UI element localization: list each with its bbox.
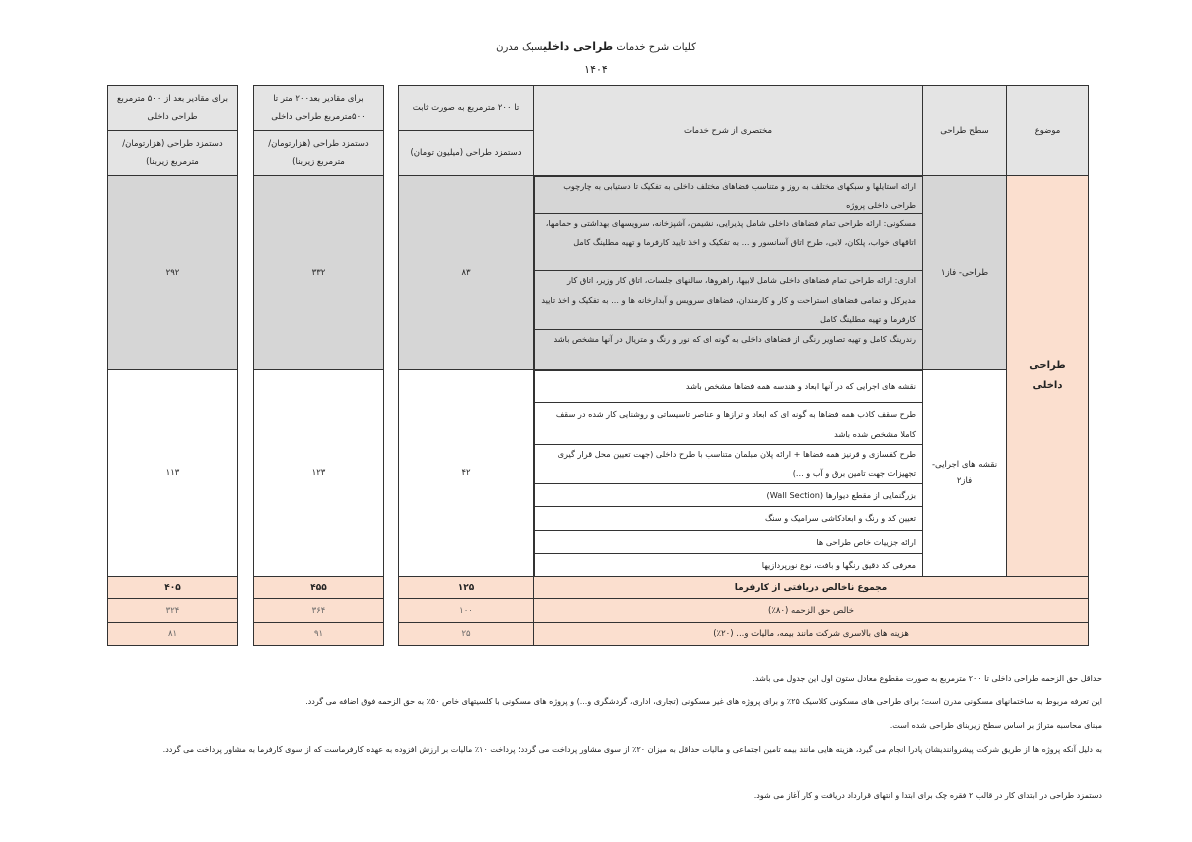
grid-line: [533, 85, 534, 646]
phase1-item: مسکونی: ارائه طراحی تمام فضاهای داخلی شامل پذیرایی، نشیمن، آشپزخانه، سرویسهای بهداشتی و حمامها، اتاقهای خواب، پلکان، لابی، طرح اتاق آسانسور و ... به تفکیک و اخذ تایید کارفرما و تهیه مطلینگ کامل: [534, 213, 923, 271]
grid-line: [253, 369, 384, 370]
phase2-item: معرفی کد دقیق رنگها و بافت، نوع نورپردازیها: [534, 553, 923, 577]
phase2-fee-col3: ۱۱۳: [165, 468, 180, 478]
total-overhead-col1: ۲۵: [399, 623, 533, 645]
total-overhead-label: هزینه های بالاسری شرکت مانند بیمه، مالیات و... (۲۰٪): [534, 623, 1088, 645]
header-col1-bottom: دستمزد طراحی (میلیون تومان): [399, 131, 533, 175]
phase1-item: اداری: ارائه طراحی تمام فضاهای داخلی شامل لابیها، راهروها، سالنهای جلسات، اتاق کار وزیر، اتاق کار مدیرکل و تمامی فضاهای استراحت و کار و کارمندان، فضاهای سرویس و آبدارخانه ها و ... به تفکیک و اخذ تایید کارفرما و تهیه مطلینگ کامل: [534, 270, 923, 330]
phase2-item: طرح سقف کاذب همه فضاها به گونه ای که ابعاد و ترازها و عناصر تاسیساتی و روشنایی کار شده در سقف کاملا مشخص شده باشد: [534, 402, 923, 445]
page-year: ۱۴۰۴: [584, 63, 608, 76]
note: دستمزد طراحی در ابتدای کار در قالب ۲ فقره چک برای ابتدا و انتهای قرارداد دریافت و کار آغاز می شود.: [753, 791, 1102, 800]
header-col3-bottom: دستمزد طراحی (هزارتومان/ مترمربع زیربنا): [108, 131, 237, 175]
grid-line: [107, 622, 238, 623]
phase1-label: طراحی- فاز۱: [923, 176, 1006, 369]
total-net-label: خالص حق الزحمه (۸۰٪): [534, 599, 1088, 622]
phase2-item: ارائه جزییات خاص طراحی ها: [534, 530, 923, 554]
total-net-col1: ۱۰۰: [399, 599, 533, 622]
total-net-col2: ۳۶۴: [254, 599, 383, 622]
phase1-item: رندرینگ کامل و تهیه تصاویر رنگی از فضاهای داخلی به گونه ای که نور و رنگ و متریال در آنها مشخص باشد: [534, 329, 923, 370]
grid-line: [107, 576, 238, 577]
grid-line: [398, 598, 1089, 599]
header-col3-top: برای مقادیر بعد از ۵۰۰ مترمربع طراحی داخلی: [108, 86, 237, 130]
total-net-col3: ۳۲۴: [108, 599, 237, 622]
grid-line: [398, 175, 1089, 176]
header-col2-bottom: دستمزد طراحی (هزارتومان/ مترمربع زیربنا): [254, 131, 383, 175]
total-gross-label: مجموع ناخالص دریافتی از کارفرما: [534, 577, 1088, 598]
grid-line: [398, 576, 1089, 577]
phase2-item: طرح کفسازی و قرنیز همه فضاها + ارائه پلان مبلمان متناسب با طرح داخلی (جهت تعیین محل قرار گیری تجهیزات جهت تامین برق و آب و ...): [534, 444, 923, 484]
header-design-level: سطح طراحی: [923, 86, 1006, 175]
header-col1-top: تا ۲۰۰ مترمربع به صورت ثابت: [399, 86, 533, 130]
grid-line: [253, 622, 384, 623]
grid-line: [253, 130, 384, 131]
grid-line: [107, 369, 238, 370]
total-gross-col2: ۴۵۵: [254, 577, 383, 598]
phase1-fee-col1: ۸۳: [399, 176, 533, 369]
note: به دلیل آنکه پروژه ها از طریق شرکت پیشروانندیشان پادرا انجام می گیرد، هزینه هایی مانند بیمه تامین اجتماعی و مالیات حداقل به میزان ۲۰٪ از سوی مشاور پرداخت می گردد؛ پرداخت ۱۰٪ مالیات بر ارزش افزوده به عهده کارفرماست که از سوی کارفرما به مشاور پرداخت می گردد.: [162, 745, 1102, 754]
grid-line: [253, 576, 384, 577]
total-overhead-col2: ۹۱: [254, 623, 383, 645]
header-subject: موضوع: [1007, 86, 1088, 175]
phase2-item: بزرگنمایی از مقطع دیوارها (Wall Section): [534, 483, 923, 507]
page-title: کلیات شرح خدمات طراحی داخلیسبک مدرن: [496, 40, 696, 53]
total-gross-col1: ۱۲۵: [399, 577, 533, 598]
grid-line: [107, 130, 238, 131]
note: حداقل حق الزحمه طراحی داخلی تا ۲۰۰ مترمربع به صورت مقطوع معادل ستون اول این جدول می باشد.: [752, 674, 1102, 683]
phase1-fee-col2: ۳۳۲: [254, 176, 383, 369]
phase2-item: تعیین کد و رنگ و ابعادکاشی سرامیک و سنگ: [534, 506, 923, 531]
phase2-label: نقشه های اجرایی- فاز۲: [923, 370, 1006, 576]
phase2-fee-col2: ۱۲۳: [311, 468, 326, 478]
header-col2-top: برای مقادیر بعد۲۰۰ متر تا ۵۰۰مترمربع طراحی داخلی: [254, 86, 383, 130]
phase2-fee-col1: ۴۲: [461, 468, 471, 478]
grid-line: [1006, 85, 1007, 577]
grid-line: [398, 622, 1089, 623]
grid-line: [253, 598, 384, 599]
note: این تعرفه مربوط به ساختمانهای مسکونی مدرن است؛ برای طراحی های مسکونی کلاسیک ۲۵٪ و برای پروژه های غیر مسکونی (تجاری، اداری، گردشگری و...) و پروژه های مسکونی با کلسیتهای خاص ۵۰٪ به حق الزحمه فوق اضافه می گردد.: [305, 697, 1102, 706]
page-title-bold: طراحی داخلی: [542, 40, 614, 53]
grid-line: [398, 369, 1007, 370]
total-overhead-col3: ۸۱: [108, 623, 237, 645]
subject-cell: طراحی داخلی: [1007, 176, 1088, 576]
grid-line: [922, 85, 923, 577]
phase1-fee-col3: ۲۹۲: [108, 176, 237, 369]
header-summary: مختصری از شرح خدمات: [534, 86, 922, 175]
phase2-item: نقشه های اجرایی که در آنها ابعاد و هندسه همه فضاها مشخص باشد: [534, 370, 923, 403]
grid-line: [107, 175, 238, 176]
total-gross-col3: ۴۰۵: [108, 577, 237, 598]
phase1-item: ارائه استایلها و سبکهای مختلف به روز و متناسب فضاهای مختلف داخلی به تفکیک تا دستیابی به چارچوب طراحی داخلی پروژه: [534, 176, 923, 214]
note: مبنای محاسبه متراژ بر اساس سطح زیربنای طراحی شده است.: [889, 721, 1102, 730]
grid-line: [398, 130, 534, 131]
grid-line: [253, 175, 384, 176]
grid-line: [107, 598, 238, 599]
